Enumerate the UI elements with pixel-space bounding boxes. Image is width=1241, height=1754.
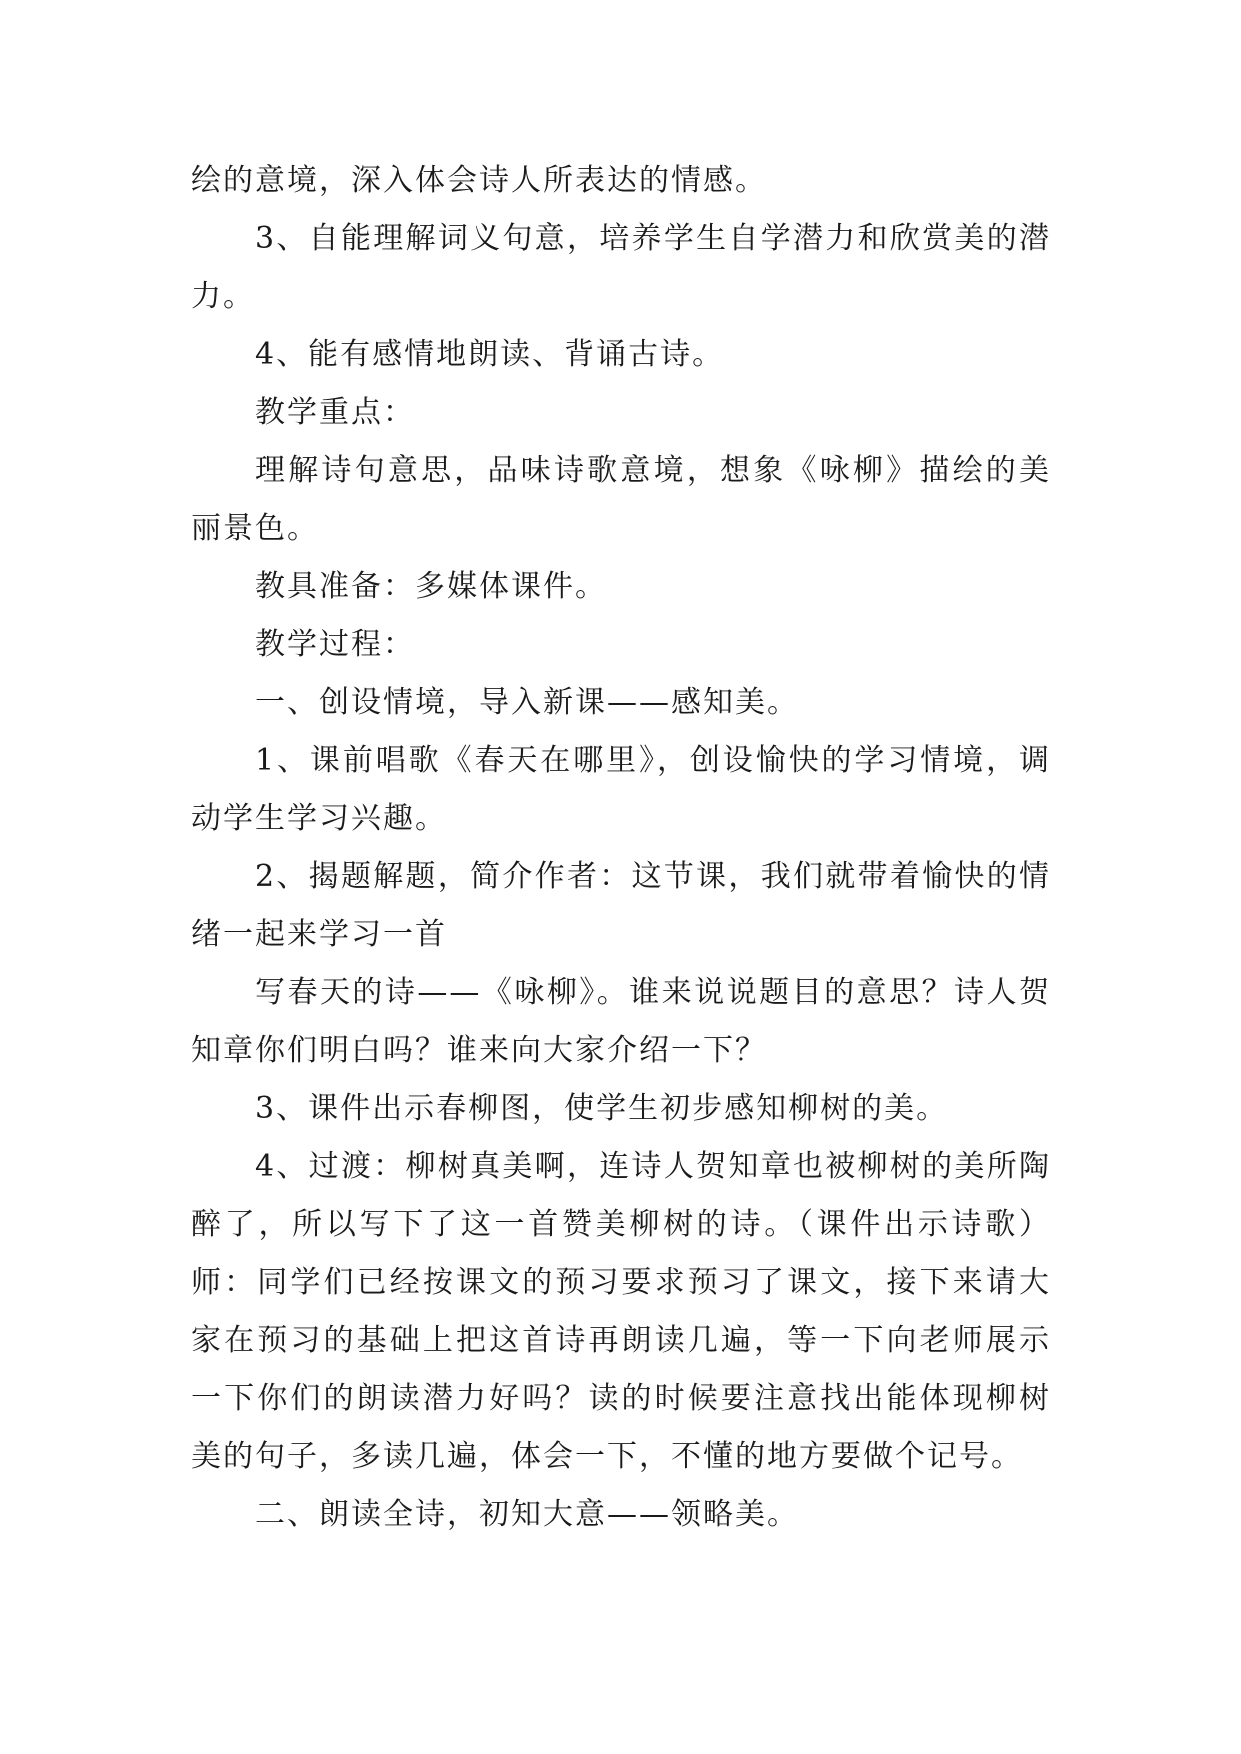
document-body [191,152,1051,1544]
heading-teaching-focus: 教学重点： [255,395,415,430]
section-heading-2: 二、朗读全诗，初知大意——领略美。 [255,1497,799,1532]
paragraph-9: 1、课前唱歌《春天在哪里》，创设愉快的学习情境，调动学生学习兴趣。 [191,743,1051,836]
paragraph-5: 理解诗句意思，品味诗歌意境，想象《咏柳》描绘的美丽景色。 [191,453,1051,546]
paragraph-teaching-aids: 教具准备：多媒体课件。 [255,569,607,604]
paragraph-13: 4、过渡：柳树真美啊，连诗人贺知章也被柳树的美所陶醉了，所以写下了这一首赞美柳树的诗。（课件出示诗歌）师：同学们已经按课文的预习要求预习了课文，接下来请大家在预习的基础上把这首诗再朗读几遍，等一下向老师展示一下你们的朗读潜力好吗？读的时候要注意找出能体现柳树美的句子，多读几遍，体会一下，不懂的地方要做个记号。 [191,1149,1051,1474]
paragraph-2: 3、自能理解词义句意，培养学生自学潜力和欣赏美的潜力。 [191,221,1051,314]
heading-teaching-process: 教学过程： [255,627,415,662]
paragraph-3: 4、能有感情地朗读、背诵古诗。 [255,337,725,372]
paragraph-10: 2、揭题解题，简介作者：这节课，我们就带着愉快的情绪一起来学习一首 [191,859,1051,952]
paragraph-12: 3、课件出示春柳图，使学生初步感知柳树的美。 [255,1091,949,1126]
section-heading-1: 一、创设情境，导入新课——感知美。 [255,685,799,720]
paragraph-1: 绘的意境，深入体会诗人所表达的情感。 [191,163,767,198]
paragraph-11: 写春天的诗——《咏柳》。谁来说说题目的意思？诗人贺知章你们明白吗？谁来向大家介绍一下？ [191,975,1051,1068]
